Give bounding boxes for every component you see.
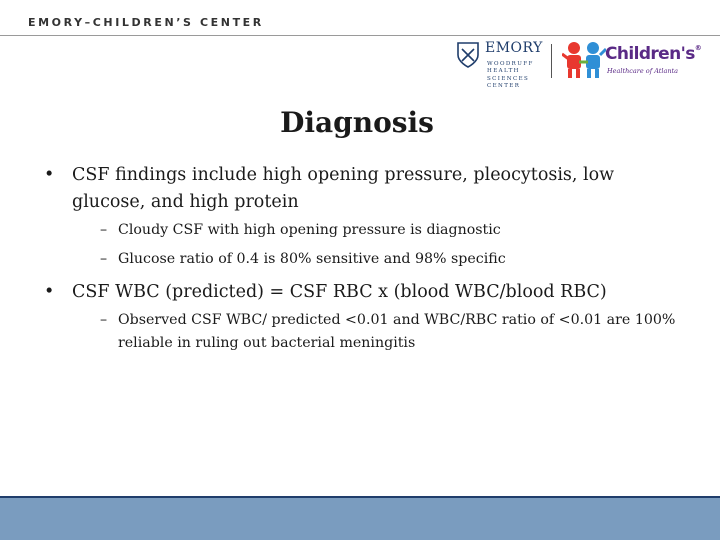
sub-bullet-text: Observed CSF WBC/ predicted <0.01 and WBC/RBC ratio of <0.01 are 100% reliable in ruling out bacterial meningitis bbox=[118, 312, 676, 351]
emory-subtitle bbox=[487, 61, 543, 91]
childrens-tagline: Healthcare of Atlanta bbox=[607, 67, 679, 75]
sub-bullet-text: Glucose ratio of 0.4 is 80% sensitive and 98% specific bbox=[118, 251, 506, 267]
emory-subtitle-line: SCIENCES bbox=[487, 75, 530, 82]
bullet-item bbox=[44, 279, 684, 306]
emory-subtitle-line: HEALTH bbox=[487, 68, 520, 75]
slide-content bbox=[44, 162, 684, 361]
header-divider bbox=[0, 35, 720, 36]
bullet-text: CSF findings include high opening pressure, pleocytosis, low glucose, and high protein bbox=[72, 165, 615, 212]
emory-subtitle-line: CENTER bbox=[487, 83, 521, 90]
sub-bullet-text: Cloudy CSF with high opening pressure is diagnostic bbox=[118, 222, 501, 238]
header-title: EMORY–CHILDREN’S CENTER bbox=[28, 16, 264, 29]
bullet-text: CSF WBC (predicted) = CSF RBC x (blood WBC/blood RBC) bbox=[72, 282, 607, 302]
childrens-kids-icon bbox=[562, 40, 606, 78]
dash-icon: – bbox=[100, 251, 108, 267]
emory-logo bbox=[456, 39, 546, 93]
sub-bullet-item bbox=[100, 309, 684, 355]
dash-icon: – bbox=[100, 312, 108, 328]
footer-bar bbox=[0, 498, 720, 540]
bullet-item bbox=[44, 162, 684, 216]
bullet-dot-icon: • bbox=[44, 282, 55, 302]
dash-icon: – bbox=[100, 222, 108, 238]
registered-mark: ® bbox=[694, 44, 702, 52]
sub-bullet-list bbox=[100, 309, 684, 355]
sub-bullet-item bbox=[100, 248, 684, 271]
childrens-name: Children's® bbox=[605, 44, 702, 64]
emory-shield-icon bbox=[456, 41, 480, 69]
emory-name: EMORY bbox=[485, 40, 543, 56]
logo-divider bbox=[551, 44, 552, 78]
sub-bullet-item bbox=[100, 219, 684, 242]
slide-title: Diagnosis bbox=[280, 106, 434, 139]
emory-subtitle-line: WOODRUFF bbox=[487, 61, 534, 67]
childrens-logo bbox=[558, 40, 702, 80]
sub-bullet-list bbox=[100, 219, 684, 271]
bullet-dot-icon: • bbox=[44, 165, 55, 185]
